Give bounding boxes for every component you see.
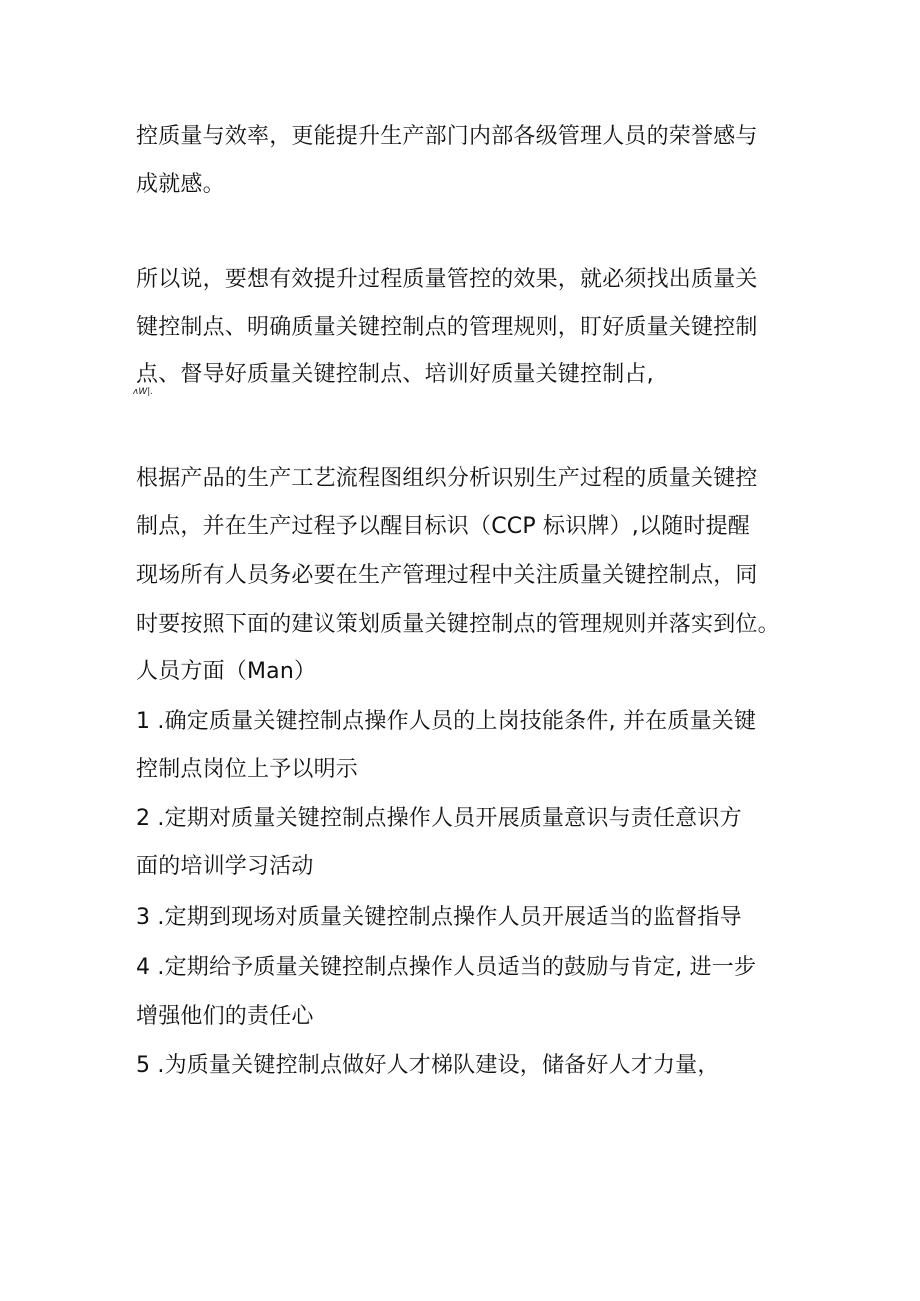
list-item-5-line1: 5 .为质量关键控制点做好人才梯队建设，储备好人才力量， xyxy=(136,1053,720,1078)
list-item-4-line1: 4 .定期给予质量关键控制点操作人员适当的鼓励与肯定, 进一步 xyxy=(136,955,757,980)
list-item-3-line1: 3 .定期到现场对质量关键控制点操作人员开展适当的监督指导 xyxy=(136,905,742,930)
paragraph1-line1: 控质量与效率，更能提升生产部门内部各级管理人员的荣誉感与 xyxy=(136,124,758,149)
paragraph2-line1: 所以说，要想有效提升过程质量管控的效果，就必须找出质量关 xyxy=(136,267,758,292)
list-item-2-line2: 面的培训学习活动 xyxy=(136,854,314,879)
paragraph2-line3: 点、督导好质量关键控制点、培训好质量关键控制占, xyxy=(136,362,654,387)
paragraph3-line2: 制点，并在生产过程予以醒目标识（CCP 标识牌）,以随时提醒 xyxy=(136,514,750,539)
list-item-1-line2: 控制点岗位上予以明示 xyxy=(136,757,359,782)
stray-mark: ʌW|. xyxy=(133,387,154,397)
list-item-1-line1: 1 .确定质量关键控制点操作人员的上岗技能条件, 并在质量关键 xyxy=(136,709,757,734)
list-item-4-line2: 增强他们的责任心 xyxy=(136,1004,314,1029)
section-heading: 人员方面（Man） xyxy=(136,659,317,684)
paragraph3-line4: 时要按照下面的建议策划质量关键控制点的管理规则并落实到位。 xyxy=(136,612,780,637)
paragraph2-line2: 键控制点、明确质量关键控制点的管理规则，盯好质量关键控制 xyxy=(136,315,758,340)
list-item-2-line1: 2 .定期对质量关键控制点操作人员开展质量意识与责任意识方 xyxy=(136,806,742,831)
paragraph3-line1: 根据产品的生产工艺流程图组织分析识别生产过程的质量关键控 xyxy=(136,466,758,491)
paragraph1-line2: 成就感。 xyxy=(136,172,225,197)
paragraph3-line3: 现场所有人员务必要在生产管理过程中关注质量关键控制点，同 xyxy=(136,563,758,588)
